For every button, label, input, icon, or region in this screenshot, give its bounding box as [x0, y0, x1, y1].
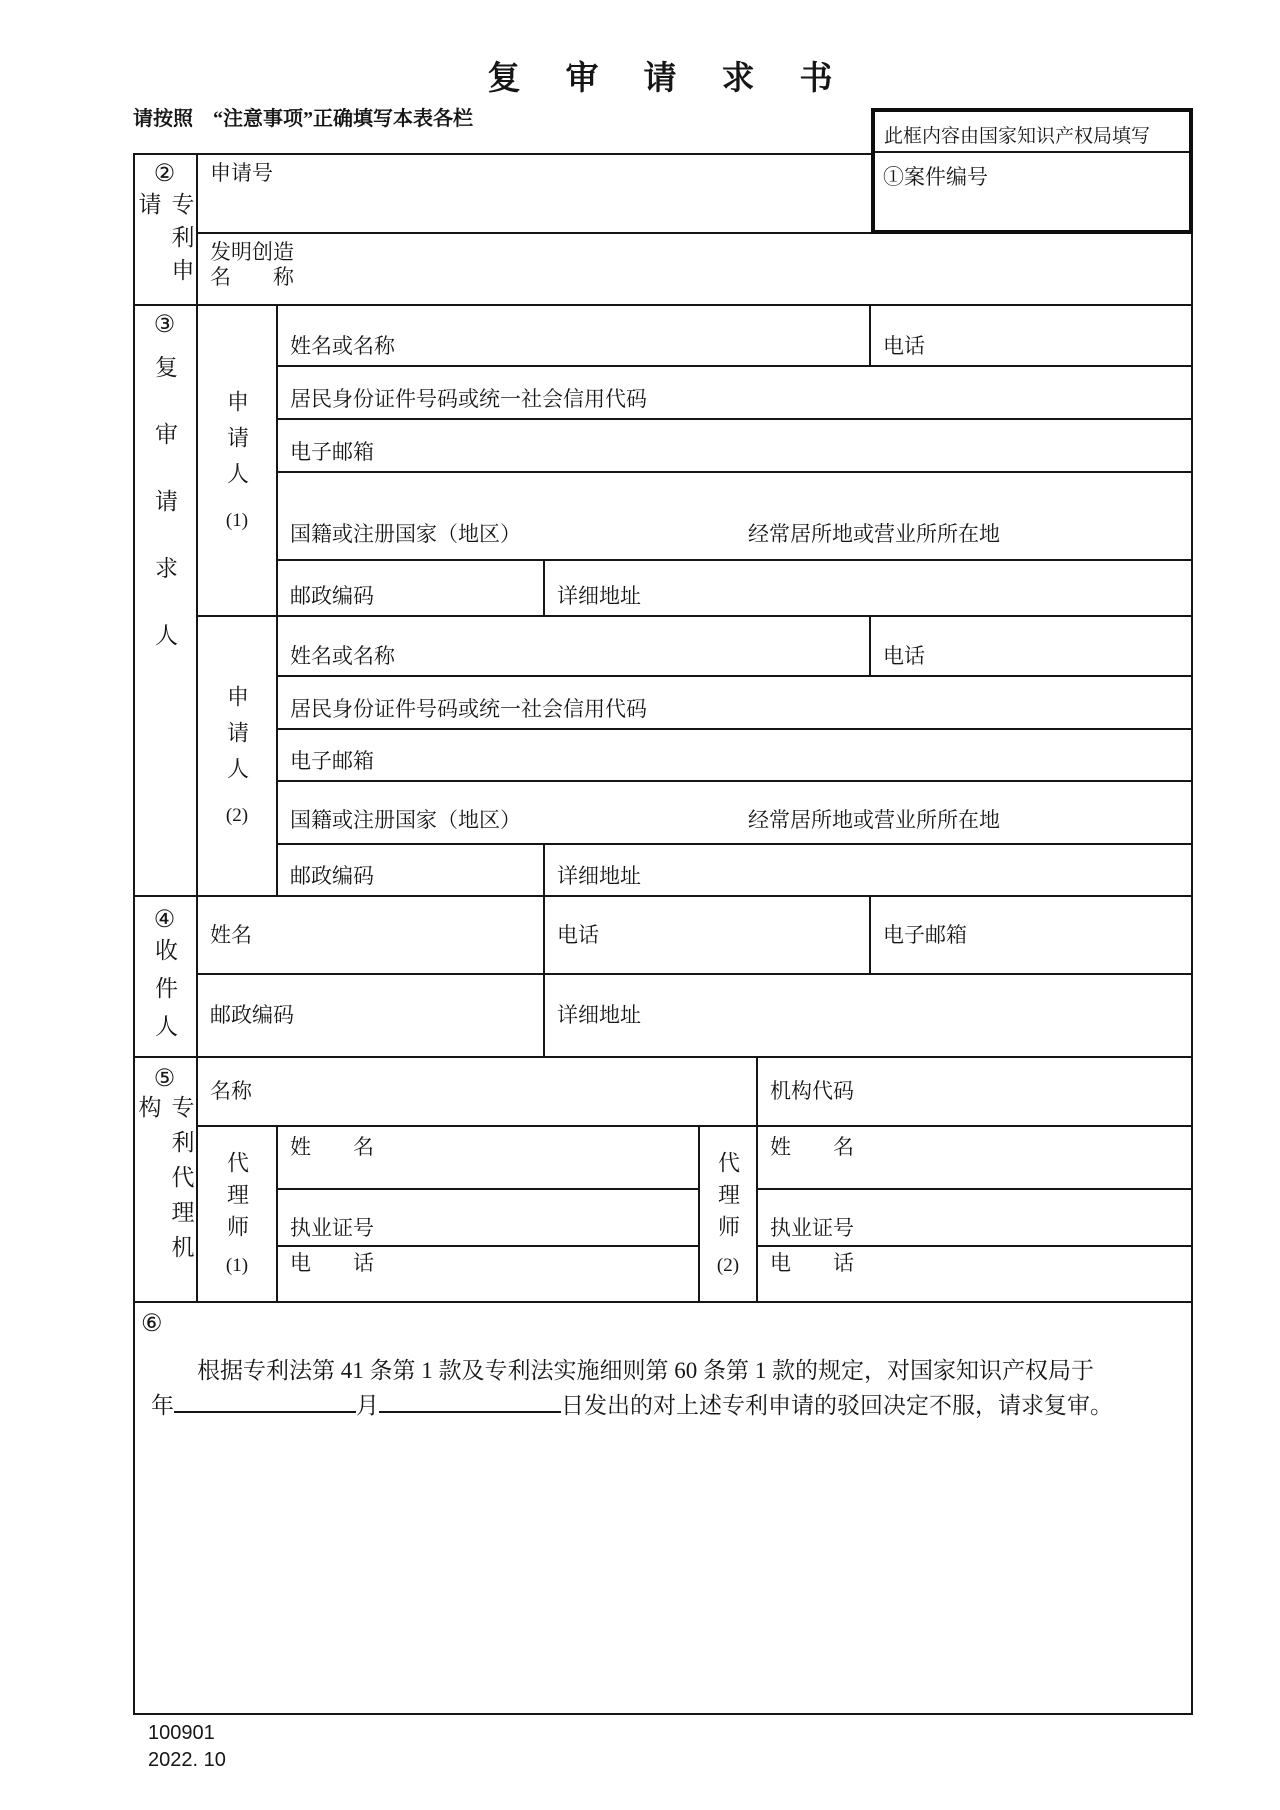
applicant1-side-text: 申请人	[224, 389, 250, 498]
applicant2-zip-label: 邮政编码	[290, 864, 374, 888]
agent1-cert-label: 执业证号	[290, 1216, 374, 1240]
invention-title-label-line2: 名 称	[210, 265, 294, 289]
applicant2-id-label: 居民身份证件号码或统一社会信用代码	[290, 697, 647, 721]
agent1-cert-cell	[278, 1190, 700, 1247]
applicant2-side-num: (2)	[225, 805, 249, 826]
applicant2-address-cell	[545, 845, 1193, 897]
agent2-cert-label: 执业证号	[770, 1216, 854, 1240]
invention-title-cell	[198, 234, 1193, 306]
section2-number: ②	[153, 161, 176, 187]
agent2-side-label	[700, 1127, 758, 1303]
section4-number: ④	[153, 907, 176, 933]
applicant1-residence-label: 经常居所地或营业所所在地	[748, 522, 1000, 546]
applicant2-phone-label: 电话	[883, 644, 925, 668]
request-statement-cell	[133, 1303, 1193, 1715]
applicant2-address-label: 详细地址	[557, 864, 641, 888]
addressee-phone-cell	[545, 897, 871, 975]
addressee-zip-cell	[198, 975, 545, 1058]
addressee-name-cell	[198, 897, 545, 975]
addressee-zip-label: 邮政编码	[210, 1003, 294, 1027]
agent2-cert-cell	[758, 1190, 1193, 1247]
applicant2-side-label	[198, 617, 278, 897]
month-blank-line	[379, 1390, 561, 1413]
addressee-name-label: 姓名	[210, 922, 252, 947]
applicant2-email-cell	[278, 730, 1193, 782]
section2-side-label	[133, 153, 198, 306]
agent1-name-cell	[278, 1127, 700, 1190]
form-title: 复 审 请 求 书	[487, 61, 839, 97]
request-statement-text	[151, 1353, 1169, 1423]
section3-number: ③	[153, 312, 176, 338]
applicant1-id-cell	[278, 367, 1193, 420]
section4-side-label	[133, 897, 198, 1058]
addressee-email-cell	[871, 897, 1193, 975]
agent1-phone-cell	[278, 1247, 700, 1303]
applicant1-name-label: 姓名或名称	[290, 334, 395, 358]
section3-side-label	[133, 306, 198, 897]
section4-side-text: 收件人	[152, 938, 177, 1052]
agent2-name-cell	[758, 1127, 1193, 1190]
applicant2-nationality-cell	[278, 782, 1193, 845]
applicant1-address-cell	[545, 561, 1193, 617]
agent2-side-num: (2)	[716, 1255, 740, 1276]
agency-name-label: 名称	[210, 1079, 252, 1103]
agent1-side-label	[198, 1127, 278, 1303]
official-use-box	[871, 108, 1193, 234]
applicant2-residence-label: 经常居所地或营业所所在地	[748, 808, 1000, 832]
agency-code-cell	[758, 1058, 1193, 1127]
year-label: 年	[151, 1393, 174, 1418]
section5-side-label	[133, 1058, 198, 1303]
applicant1-name-cell	[278, 306, 871, 367]
agent2-phone-cell	[758, 1247, 1193, 1303]
agent2-phone-label: 电 话	[770, 1251, 854, 1275]
agent1-side-text: 代理师	[224, 1151, 250, 1247]
applicant2-name-cell	[278, 617, 871, 677]
official-use-box-header: 此框内容由国家知识产权局填写	[875, 112, 1189, 153]
form-footer	[148, 1720, 226, 1774]
applicant2-side-text: 申请人	[224, 685, 250, 793]
request-statement-line1: 根据专利法第 41 条第 1 款及专利法实施细则第 60 条第 1 款的规定，对国家知识产权局于	[197, 1358, 1094, 1383]
form-instruction: 请按照 “注意事项”正确填写本表各栏	[133, 108, 473, 130]
addressee-address-label: 详细地址	[557, 1003, 641, 1027]
applicant2-phone-cell	[871, 617, 1193, 677]
addressee-address-cell	[545, 975, 1193, 1058]
section6-number: ⑥	[141, 1311, 163, 1337]
applicant1-side-label	[198, 306, 278, 617]
applicant1-nationality-cell	[278, 473, 1193, 561]
month-label: 月	[356, 1393, 379, 1418]
applicant1-email-label: 电子邮箱	[290, 440, 374, 464]
applicant2-email-label: 电子邮箱	[290, 749, 374, 773]
applicant1-nationality-label: 国籍或注册国家（地区）	[290, 522, 521, 546]
applicant2-nationality-label: 国籍或注册国家（地区）	[290, 808, 521, 832]
applicant2-id-cell	[278, 677, 1193, 730]
invention-title-label-line1: 发明创造	[210, 240, 294, 264]
applicant1-phone-cell	[871, 306, 1193, 367]
invention-title-label	[210, 240, 294, 290]
agent2-name-label: 姓 名	[770, 1135, 854, 1159]
request-statement-line2	[151, 1388, 1169, 1423]
section2-side-text: 专利申请	[135, 192, 194, 291]
applicant2-zip-cell	[278, 845, 545, 897]
applicant1-address-label: 详细地址	[557, 584, 641, 608]
agent1-phone-label: 电 话	[290, 1251, 374, 1275]
case-number-label: ①案件编号	[883, 165, 988, 189]
applicant1-side-num: (1)	[225, 509, 249, 531]
applicant1-phone-label: 电话	[883, 334, 925, 358]
agency-code-label: 机构代码	[770, 1079, 854, 1103]
request-statement-line2-rest: 日发出的对上述专利申请的驳回决定不服，请求复审。	[561, 1393, 1113, 1418]
agent1-side-num: (1)	[225, 1255, 249, 1276]
applicant1-zip-label: 邮政编码	[290, 584, 374, 608]
form-version-date: 2022. 10	[148, 1749, 226, 1771]
year-blank-line	[174, 1390, 356, 1413]
form-table	[133, 153, 1193, 1715]
applicant1-email-cell	[278, 420, 1193, 473]
application-number-cell	[198, 153, 871, 234]
section5-side-text: 专利代理机构	[135, 1095, 194, 1270]
applicant1-zip-cell	[278, 561, 545, 617]
application-number-label: 申请号	[210, 161, 273, 185]
agency-name-cell	[198, 1058, 758, 1127]
addressee-email-label: 电子邮箱	[883, 922, 967, 947]
agent2-side-text: 代理师	[715, 1151, 741, 1247]
applicant2-name-label: 姓名或名称	[290, 644, 395, 668]
section5-number: ⑤	[153, 1066, 176, 1092]
addressee-phone-label: 电话	[557, 922, 599, 947]
applicant1-id-label: 居民身份证件号码或统一社会信用代码	[290, 387, 647, 411]
form-code: 100901	[148, 1722, 215, 1744]
agent1-name-label: 姓 名	[290, 1135, 374, 1159]
section3-side-text: 复审请求人	[152, 355, 177, 690]
